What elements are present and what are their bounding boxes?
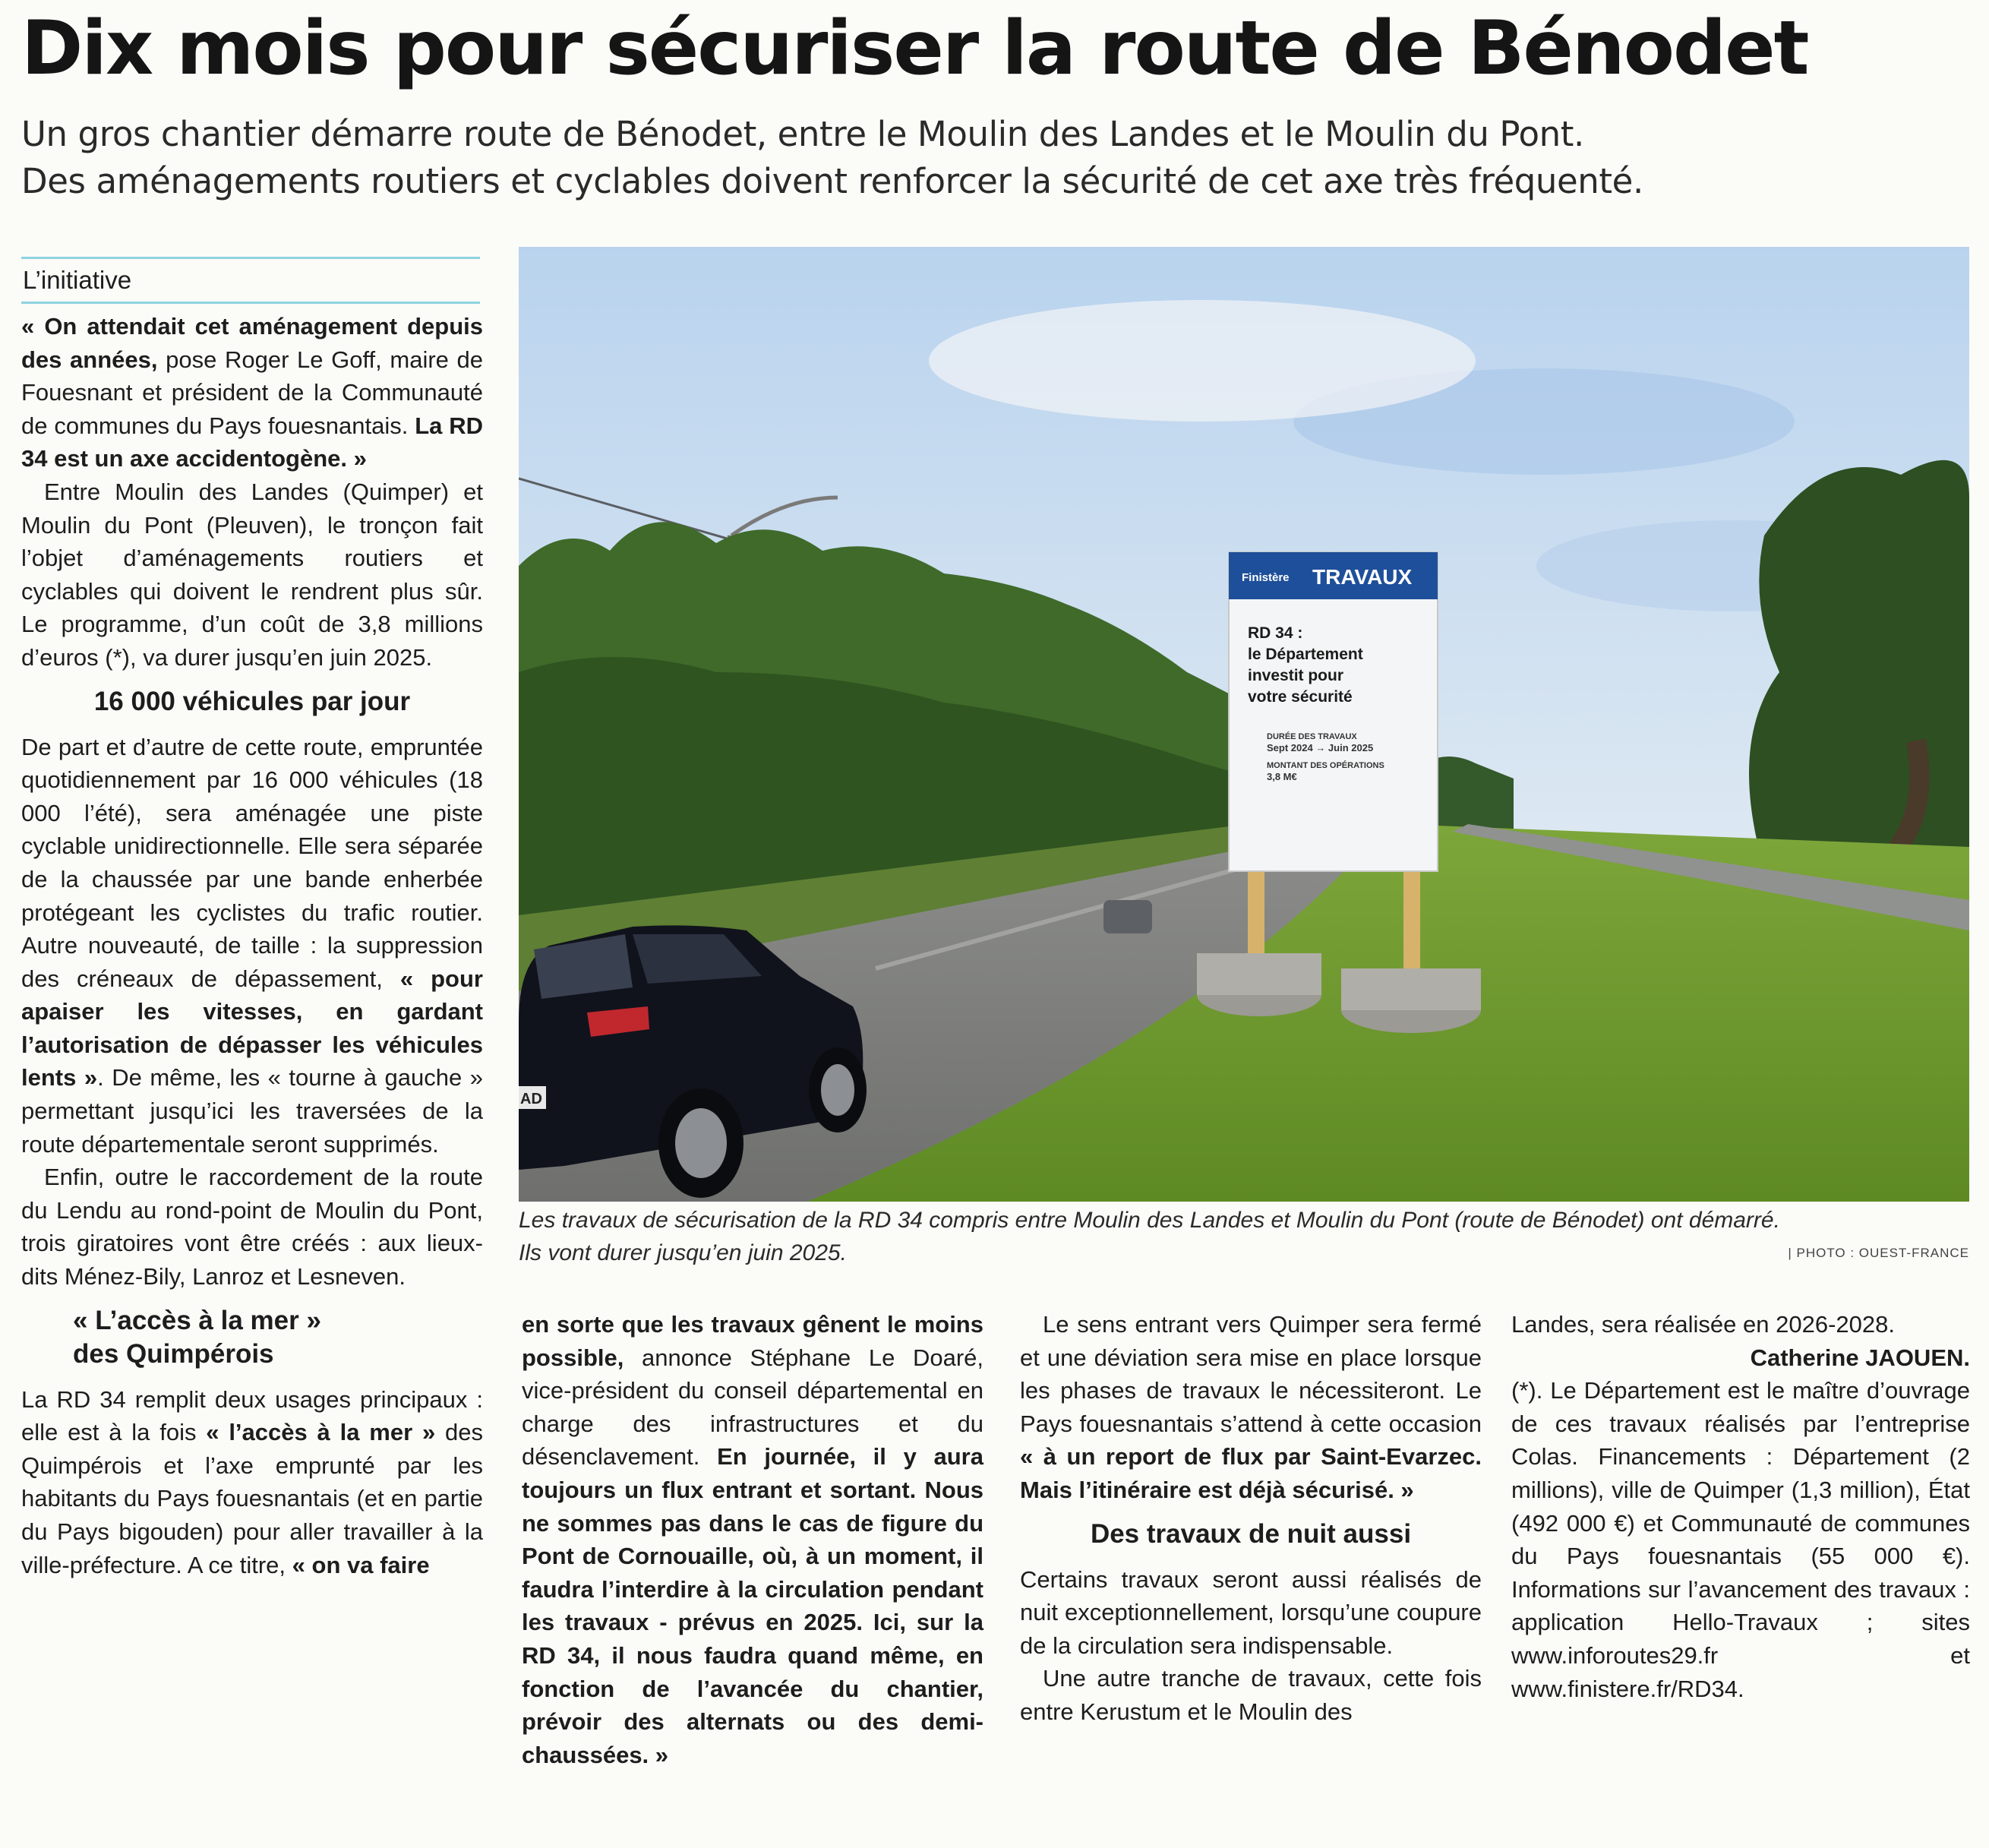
col2-p1-bold2: En journée, il y aura toujours un flux entrant et sortant. Nous ne sommes pas dans le cas de figure du Pont de Cornouaille, où, à un moment, il faudra l’interdire à la circulation pendant les travaux - prévus en 2025. Ici, sur la RD 34, il nous faudra quand même, en fonction de l’avancée du chantier, prévoir des alternats ou des demi-chaussées. » bbox=[522, 1443, 983, 1768]
chapo-line-1: Un gros chantier démarre route de Bénodet, entre le Moulin des Landes et le Moulin du Pont. bbox=[21, 114, 1584, 154]
col2-p1-text: annonce Stéphane Le Doaré, vice-président du conseil départemental en charge des infrastructures et du désenclavement. bbox=[522, 1344, 983, 1471]
sign-travaux: TRAVAUX bbox=[1312, 565, 1413, 589]
col2-paragraph-1 bbox=[522, 1308, 983, 1771]
column-1 bbox=[21, 310, 483, 1581]
col1-paragraph-2: Entre Moulin des Landes (Quimper) et Moulin du Pont (Pleuven), le tronçon fait l’objet d’aménagements routiers et cyclables qui doivent le rendrent plus sûr. Le programme, d’un coût de 3,8 millions d’euros (*), va durer jusqu’en juin 2025. bbox=[21, 478, 483, 671]
col1-paragraph-1 bbox=[21, 310, 483, 475]
headline: Dix mois pour sécuriser la route de Bénodet bbox=[21, 5, 1808, 92]
kicker: L’initiative bbox=[21, 257, 480, 304]
col1-p5-text2: des Quimpérois et l’axe emprunté par les habitants du Pays fouesnantais (et en partie du Pays bigouden) pour aller travailler à la ville-préfecture. A ce titre, bbox=[21, 1419, 483, 1578]
sign-brand: Finistère bbox=[1242, 571, 1290, 584]
col1-p3-text2: . De même, les « tourne à gauche » permettant jusqu’ici les traversées de la route départementale seront supprimés. bbox=[21, 1064, 483, 1158]
photo-credit: | PHOTO : OUEST-FRANCE bbox=[1788, 1246, 1969, 1260]
col3-p1-text: Le sens entrant vers Quimper sera fermé et une déviation sera mise en place lorsque les phases de travaux le nécessiteront. Le Pays fouesnantais s’attend à cette occasion bbox=[1020, 1311, 1482, 1437]
intertitle-sea-line-1: « L’accès à la mer » bbox=[73, 1305, 321, 1335]
column-4 bbox=[1511, 1308, 1970, 1705]
sign-duration-label: DURÉE DES TRAVAUX bbox=[1267, 732, 1357, 741]
col3-paragraph-3: Une autre tranche de travaux, cette fois entre Kerustum et le Moulin des bbox=[1020, 1665, 1482, 1725]
col1-p3-bold: « pour apaiser les vitesses, en gardant l’autorisation de dépasser les véhicules lents » bbox=[21, 965, 483, 1091]
col1-p1-bold: « On attendait cet aménagement depuis des années, bbox=[21, 313, 483, 373]
sign-line-4: votre sécurité bbox=[1248, 688, 1353, 706]
col2-p1-bold: en sorte que les travaux gênent le moins possible, bbox=[522, 1311, 983, 1371]
col1-p3-text: De part et d’autre de cette route, empruntée quotidiennement par 16 000 véhicules (18 000 l’été), sera aménagée une piste cyclable unidirectionnelle. Elle sera séparée de la chaussée par une bande enherbée protégeant les cyclistes du trafic routier. Autre nouveauté, de taille : la suppression des créneaux de dépassement, bbox=[21, 733, 483, 992]
sign-duration: Sept 2024 → Juin 2025 bbox=[1267, 742, 1374, 753]
col1-p5-bold2: « on va faire bbox=[292, 1551, 430, 1578]
photo-car-plate: AD bbox=[520, 1091, 542, 1107]
intertitle-sea-line-2: des Quimpérois bbox=[73, 1338, 274, 1369]
column-3 bbox=[1020, 1308, 1482, 1729]
caption-line-1: Les travaux de sécurisation de la RD 34 compris entre Moulin des Landes et Moulin du Pont (route de Bénodet) ont démarré. bbox=[519, 1208, 1780, 1233]
col3-paragraph-2: Certains travaux seront aussi réalisés de nuit exceptionnellement, lorsqu’une coupure de la circulation sera indispensable. bbox=[1020, 1565, 1482, 1659]
col3-paragraph-1 bbox=[1020, 1308, 1482, 1507]
sign-amount-label: MONTANT DES OPÉRATIONS bbox=[1267, 761, 1384, 770]
photo-pine-right bbox=[1749, 460, 1969, 870]
photo-caption bbox=[519, 1204, 1969, 1269]
col1-p5-text: La RD 34 remplit deux usages principaux : elle est à la fois bbox=[21, 1385, 483, 1446]
col1-p1-text: pose Roger Le Goff, maire de Fouesnant et président de la Communauté de communes du Pays fouesnantais. bbox=[21, 346, 483, 439]
col1-paragraph-4: Enfin, outre le raccordement de la route du Lendu au rond-point de Moulin du Pont, trois giratoires vont être créés : aux lieux-dits Ménez-Bily, Lanroz et Lesneven. bbox=[21, 1164, 483, 1290]
sign-line-3: investit pour bbox=[1248, 667, 1344, 684]
col1-p1-bold2: La RD 34 est un axe accidentogène. » bbox=[21, 412, 483, 472]
photo-roadwork-sign bbox=[1229, 552, 1438, 871]
col1-paragraph-3 bbox=[21, 731, 483, 1161]
sign-line-1: RD 34 : bbox=[1248, 624, 1303, 642]
col4-footnote: (*). Le Département est le maître d’ouvrage de ces travaux réalisés par l’entreprise Colas. Financements : Département (2 millions), ville de Quimper (1,3 million), État (492 000 €) et Communauté de communes du Pays fouesnantais (55 000 €). Informations sur l’avancement des travaux : application Hello-Travaux ; sites www.inforoutes29.fr et www.finistere.fr/RD34. bbox=[1511, 1377, 1970, 1702]
col1-paragraph-5 bbox=[21, 1383, 483, 1582]
chapo bbox=[21, 111, 1973, 205]
intertitle-sea-access bbox=[21, 1304, 483, 1371]
intertitle-vehicles: 16 000 véhicules par jour bbox=[93, 686, 411, 716]
article-photo bbox=[519, 247, 1969, 1202]
col4-paragraph-1: Landes, sera réalisée en 2026-2028. bbox=[1511, 1311, 1895, 1338]
column-2 bbox=[522, 1308, 983, 1771]
col1-p5-bold: « l’accès à la mer » bbox=[206, 1419, 436, 1446]
col3-p1-bold: « à un report de flux par Saint-Evarzec. Mais l’itinéraire est déjà sécurisé. » bbox=[1020, 1443, 1482, 1503]
sign-amount: 3,8 M€ bbox=[1267, 771, 1297, 782]
intertitle-night-works: Des travaux de nuit aussi bbox=[1090, 1518, 1412, 1549]
chapo-line-2: Des aménagements routiers et cyclables doivent renforcer la sécurité de cet axe très fréquenté. bbox=[21, 161, 1643, 201]
caption-line-2: Ils vont durer jusqu’en juin 2025. bbox=[519, 1240, 847, 1265]
author-signature: Catherine JAOUEN. bbox=[1750, 1344, 1970, 1371]
sign-line-2: le Département bbox=[1248, 646, 1363, 663]
